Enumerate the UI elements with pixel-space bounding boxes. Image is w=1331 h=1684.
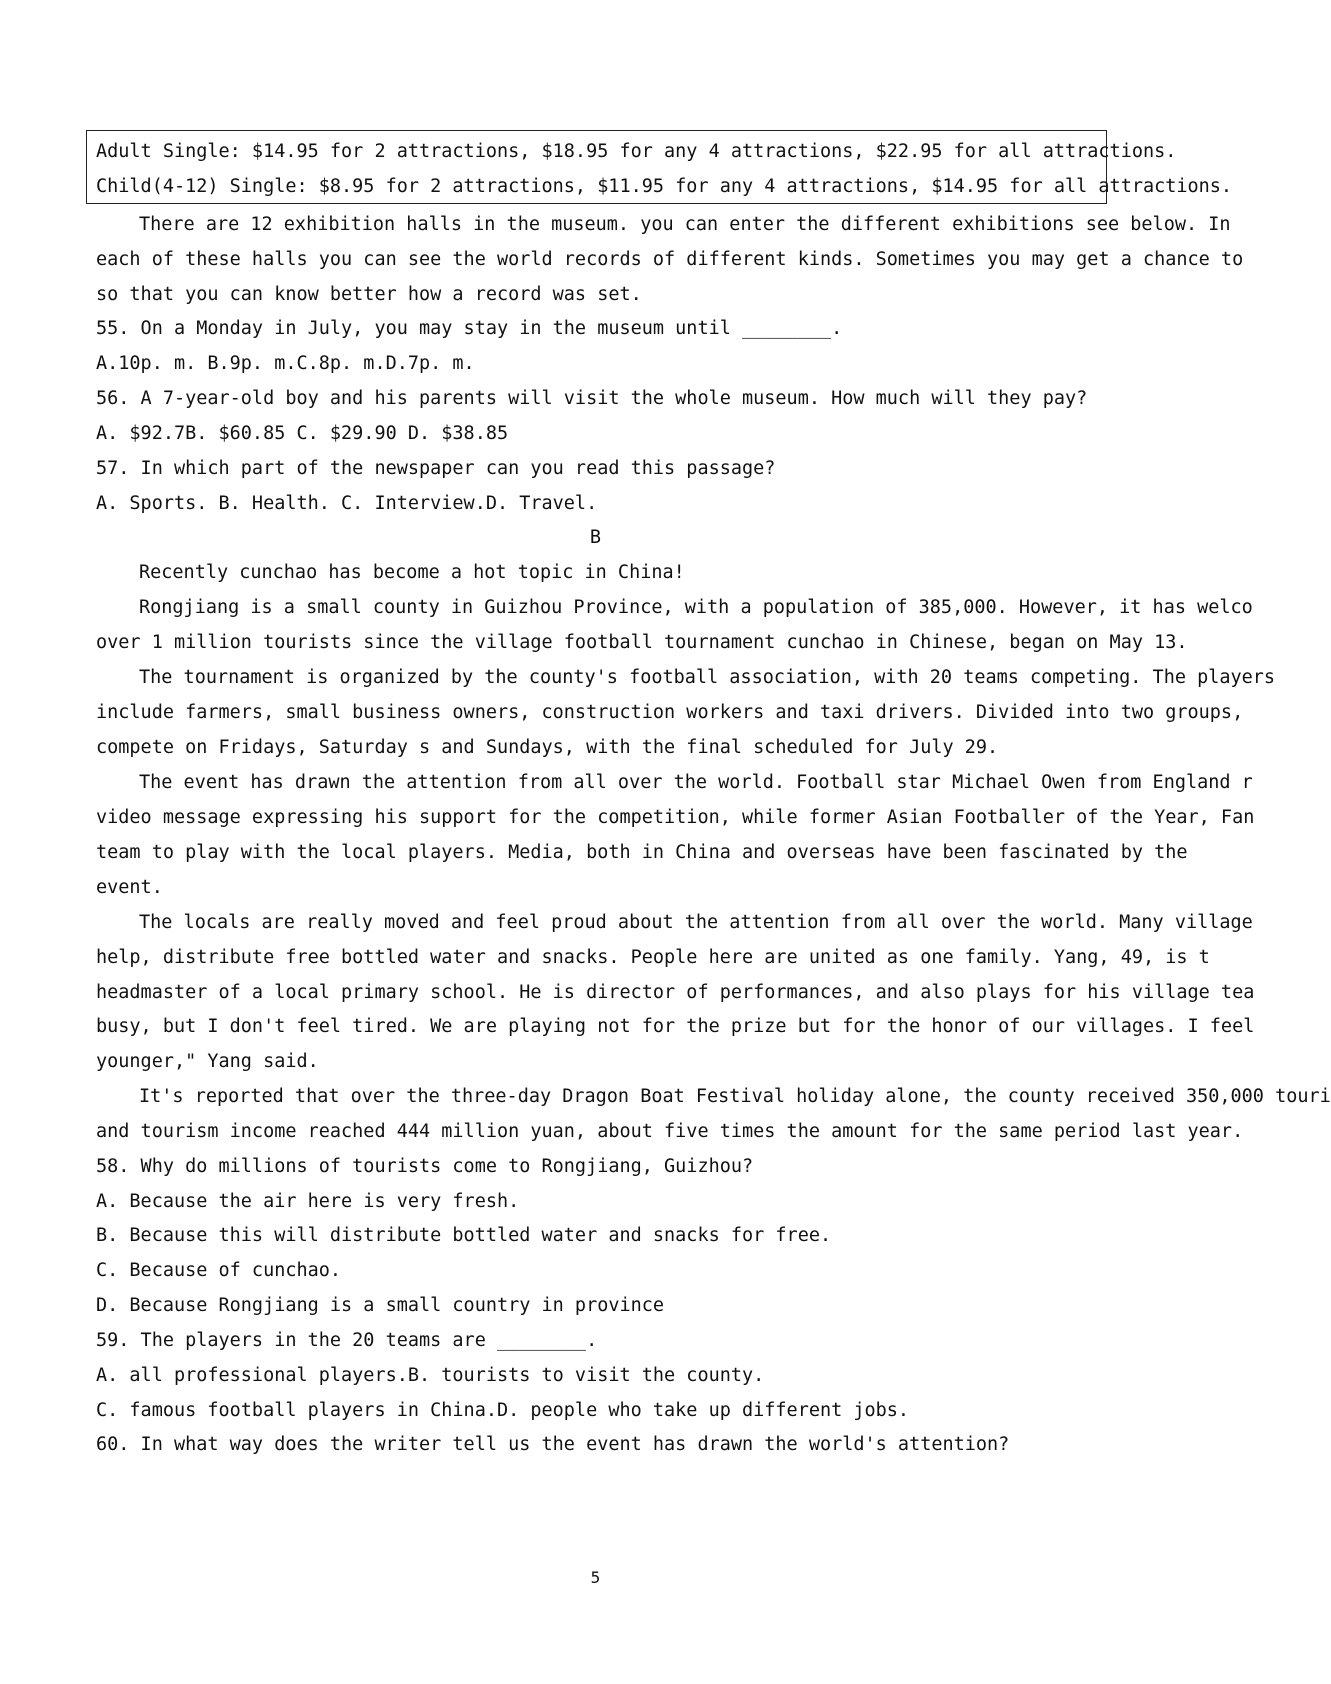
paragraph-line: The tournament is organized by the county's football association, with 20 teams competing. The players — [139, 667, 1276, 688]
paragraph-line: video message expressing his support for the competition, while former Asian Footballer of the Year, Fan — [96, 807, 1255, 828]
question-60: 60. In what way does the writer tell us the event has drawn the world's attention? — [96, 1434, 1010, 1455]
paragraph-line: over 1 million tourists since the village football tournament cunchao in Chinese, began on May 13. — [96, 632, 1188, 653]
paragraph-line: The event has drawn the attention from all over the world. Football star Michael Owen from England r — [139, 772, 1253, 793]
price-adult: Adult Single: $14.95 for 2 attractions, $18.95 for any 4 attractions, $22.95 for all attractions. — [96, 141, 1177, 162]
option-58-c: C. Because of cunchao. — [96, 1260, 342, 1281]
paragraph-line: There are 12 exhibition halls in the museum. you can enter the different exhibitions see below. In — [139, 214, 1231, 235]
paragraph-line: team to play with the local players. Media, both in China and overseas have been fascinated by the — [96, 842, 1188, 863]
paragraph-line: so that you can know better how a record was set. — [96, 284, 642, 305]
options-59-cd: C. famous football players in China.D. people who take up different jobs. — [96, 1400, 910, 1421]
paragraph-line: each of these halls you can see the world records of different kinds. Sometimes you may get a chance to — [96, 249, 1244, 270]
question-57: 57. In which part of the newspaper can you read this passage? — [96, 458, 776, 479]
options-55: A.10p. m. B.9p. m.C.8p. m.D.7p. m. — [96, 353, 475, 374]
options-56: A. $92.7B. $60.85 C. $29.90 D. $38.85 — [96, 423, 509, 444]
option-58-a: A. Because the air here is very fresh. — [96, 1191, 520, 1212]
option-58-d: D. Because Rongjiang is a small country in province — [96, 1295, 665, 1316]
page-number: 5 — [590, 1568, 601, 1587]
paragraph-line: The locals are really moved and feel proud about the attention from all over the world. Many village — [139, 912, 1253, 933]
paragraph-line: include farmers, small business owners, construction workers and taxi drivers. Divided into two groups, — [96, 702, 1244, 723]
paragraph-line: and tourism income reached 444 million yuan, about five times the amount for the same period last year. — [96, 1121, 1244, 1142]
paragraph-line: Recently cunchao has become a hot topic in China! — [139, 562, 685, 583]
paragraph-line: headmaster of a local primary school. He is director of performances, and also plays for his village tea — [96, 982, 1255, 1003]
paragraph-line: younger," Yang said. — [96, 1051, 319, 1072]
section-heading: B — [589, 527, 602, 548]
paragraph-line: help, distribute free bottled water and snacks. People here are united as one family. Yang, 49, is t — [96, 947, 1210, 968]
question-58: 58. Why do millions of tourists come to Rongjiang, Guizhou? — [96, 1156, 754, 1177]
options-59-ab: A. all professional players.B. tourists to visit the county. — [96, 1365, 765, 1386]
question-59: 59. The players in the 20 teams are ________. — [96, 1330, 598, 1351]
question-56: 56. A 7-year-old boy and his parents will visit the whole museum. How much will they pay? — [96, 388, 1088, 409]
paragraph-line: event. — [96, 877, 163, 898]
paragraph-line: Rongjiang is a small county in Guizhou Province, with a population of 385,000. However, it has welco — [139, 597, 1253, 618]
question-55: 55. On a Monday in July, you may stay in the museum until ________. — [96, 318, 843, 339]
paragraph-line: busy, but I don't feel tired. We are playing not for the prize but for the honor of our villages. I feel — [96, 1016, 1255, 1037]
price-child: Child(4-12) Single: $8.95 for 2 attractions, $11.95 for any 4 attractions, $14.95 for all attractions. — [96, 176, 1233, 197]
option-58-b: B. Because this will distribute bottled water and snacks for free. — [96, 1225, 832, 1246]
paragraph-line: It's reported that over the three-day Dragon Boat Festival holiday alone, the county received 350,000 touri — [139, 1086, 1331, 1107]
paragraph-line: compete on Fridays, Saturday s and Sundays, with the final scheduled for July 29. — [96, 737, 999, 758]
options-57: A. Sports. B. Health. C. Interview.D. Travel. — [96, 493, 598, 514]
